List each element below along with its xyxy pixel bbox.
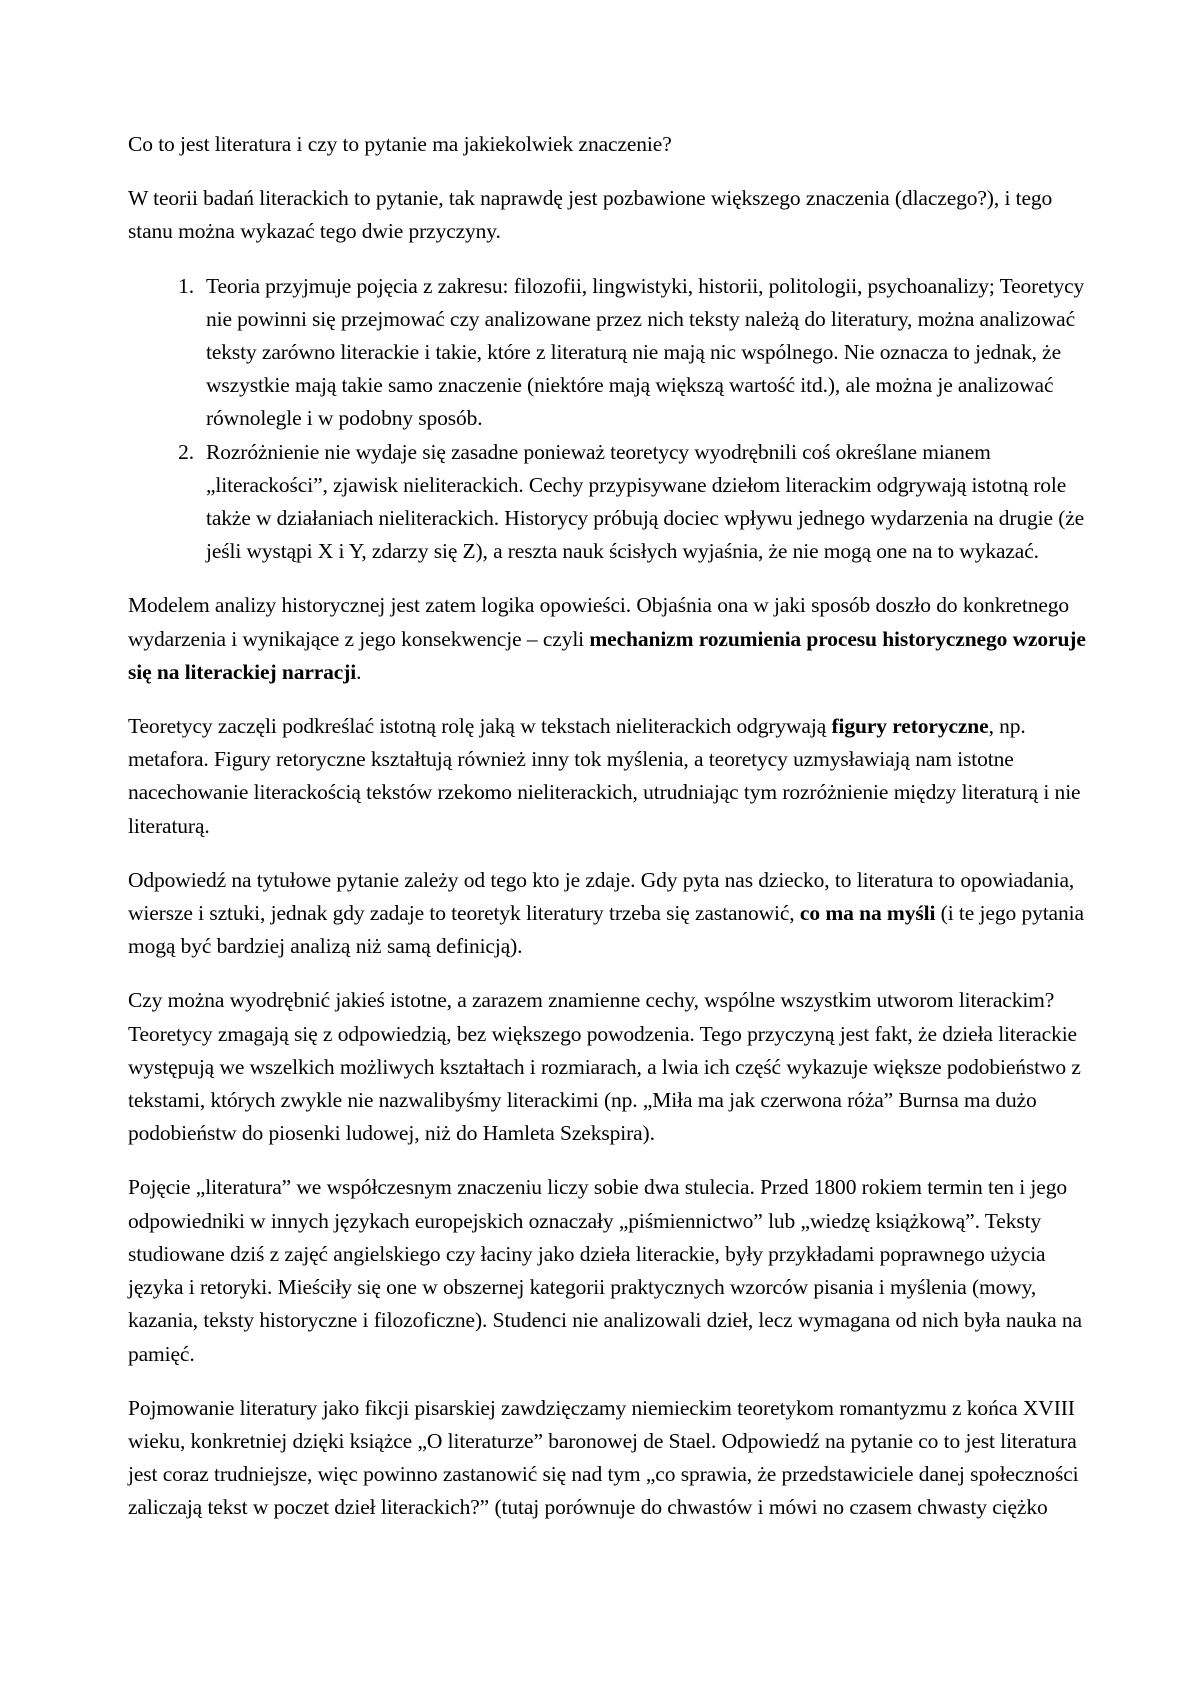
list-item-text: Rozróżnienie nie wydaje się zasadne ponieważ teoretycy wyodrębnili coś określane mianem „literackości”, zjawisk nieliterackich. Cechy przypisywane dziełom literackim odgrywają istotną role także w działaniach nieliterackich. Historycy próbują dociec wpływu jednego wydarzenia na drugie (że jeśli wystąpi X i Y, zdarzy się Z), a reszta nauk ścisłych wyjaśnia, że nie mogą one na to wykazać.: [206, 439, 1085, 564]
list-item: [128, 436, 1090, 569]
text-run-bold: co ma na myśli: [799, 901, 936, 926]
paragraph-odpowiedz: [128, 864, 1090, 964]
text-run-bold: figury retoryczne: [831, 714, 989, 739]
paragraph-pojmowanie-literatury: Pojmowanie literatury jako fikcji pisarskiej zawdzięczamy niemieckim teoretykom romantyzmu z końca XVIII wieku, konkretniej dzięki książce „O literaturze” baronowej de Stael. Odpowiedź na pytanie co to jest literatura jest coraz trudniejsze, więc powinno zastanowić się nad tym „co sprawia, że przedstawiciele danej społeczności zaliczają tekst w poczet dzieł literackich?” (tutaj porównuje do chwastów i mówi no czasem chwasty ciężko: [128, 1395, 1079, 1520]
text-run-bold: mechanizm rozumienia procesu historycznego wzoruje się na literackiej narracji: [128, 626, 1086, 684]
numbered-list: [128, 270, 1090, 569]
paragraph-pojecie-literatura: Pojęcie „literatura” we współczesnym znaczeniu liczy sobie dwa stulecia. Przed 1800 rokiem termin ten i jego odpowiedniki w innych językach europejskich oznaczały „piśmiennictwo” lub „wiedzę książkową”. Teksty studiowane dziś z zajęć angielskiego czy łaciny jako dzieła literackie, były przykładami poprawnego użycia języka i retoryki. Mieściły się one w obszernej kategorii praktycznych wzorców pisania i myślenia (mowy, kazania, teksty historyczne i filozoficzne). Studenci nie analizowali dzieł, lecz wymagana od nich była nauka na pamięć.: [128, 1175, 1082, 1366]
paragraph-figury-retoryczne: [128, 710, 1090, 843]
text-run: Modelem analizy historycznej jest zatem logika opowieści. Objaśnia ona w jaki sposób doszło do konkretnego wydarzenia i wynikające z jego konsekwencje – czyli: [128, 593, 1070, 651]
text-run: Odpowiedź na tytułowe pytanie zależy od tego kto je zdaje. Gdy pyta nas dziecko, to literatura to opowiadania, wiersze i sztuki, jednak gdy zadaje to teoretyk literatury trzeba się zastanowić,: [128, 867, 1075, 926]
text-run: (i te jego pytania mogą być bardziej analizą niż samą definicją).: [128, 901, 1084, 959]
document-title-line: Co to jest literatura i czy to pytanie ma jakiekolwiek znaczenie?: [128, 132, 672, 156]
text-run: .: [356, 659, 362, 684]
list-item-text: Teoria przyjmuje pojęcia z zakresu: filozofii, lingwistyki, historii, politologii, psychoanalizy; Teoretycy nie powinni się przejmować czy analizowane przez nich teksty należą do literatury, można analizować teksty zarówno literackie i takie, które z literaturą nie mają nic wspólnego. Nie oznacza to jednak, że wszystkie mają takie samo znaczenie (niektóre mają większą wartość itd.), ale można je analizować równolegle i w podobny sposób.: [206, 273, 1085, 431]
text-run: , np. metafora. Figury retoryczne kształtują również inny tok myślenia, a teoretycy uzmysławiają nam istotne nacechowanie literackością tekstów rzekomo nieliterackich, utrudniając tym rozróżnienie między literaturą i nie literaturą.: [128, 714, 1081, 838]
intro-paragraph: W teorii badań literackich to pytanie, tak naprawdę jest pozbawione większego znaczenia (dlaczego?), i tego stanu można wykazać tego dwie przyczyny.: [128, 186, 1053, 244]
paragraph-czy-mozna: Czy można wyodrębnić jakieś istotne, a zarazem znamienne cechy, wspólne wszystkim utworom literackim? Teoretycy zmagają się z odpowiedzią, bez większego powodzenia. Tego przyczyną jest fakt, że dzieła literackie występują we wszelkich możliwych kształtach i rozmiarach, a lwia ich część wykazuje większe podobieństwo z tekstami, których zwykle nie nazwalibyśmy literackimi (np. „Miła ma jak czerwona róża” Burnsa ma dużo podobieństw do piosenki ludowej, niż do Hamleta Szekspira).: [128, 988, 1081, 1146]
paragraph-model-analizy: [128, 589, 1090, 689]
list-item: [128, 270, 1090, 436]
text-run: Teoretycy zaczęli podkreślać istotną rolę jaką w tekstach nieliterackich odgrywają: [128, 714, 832, 739]
document-body: [128, 128, 1090, 1525]
